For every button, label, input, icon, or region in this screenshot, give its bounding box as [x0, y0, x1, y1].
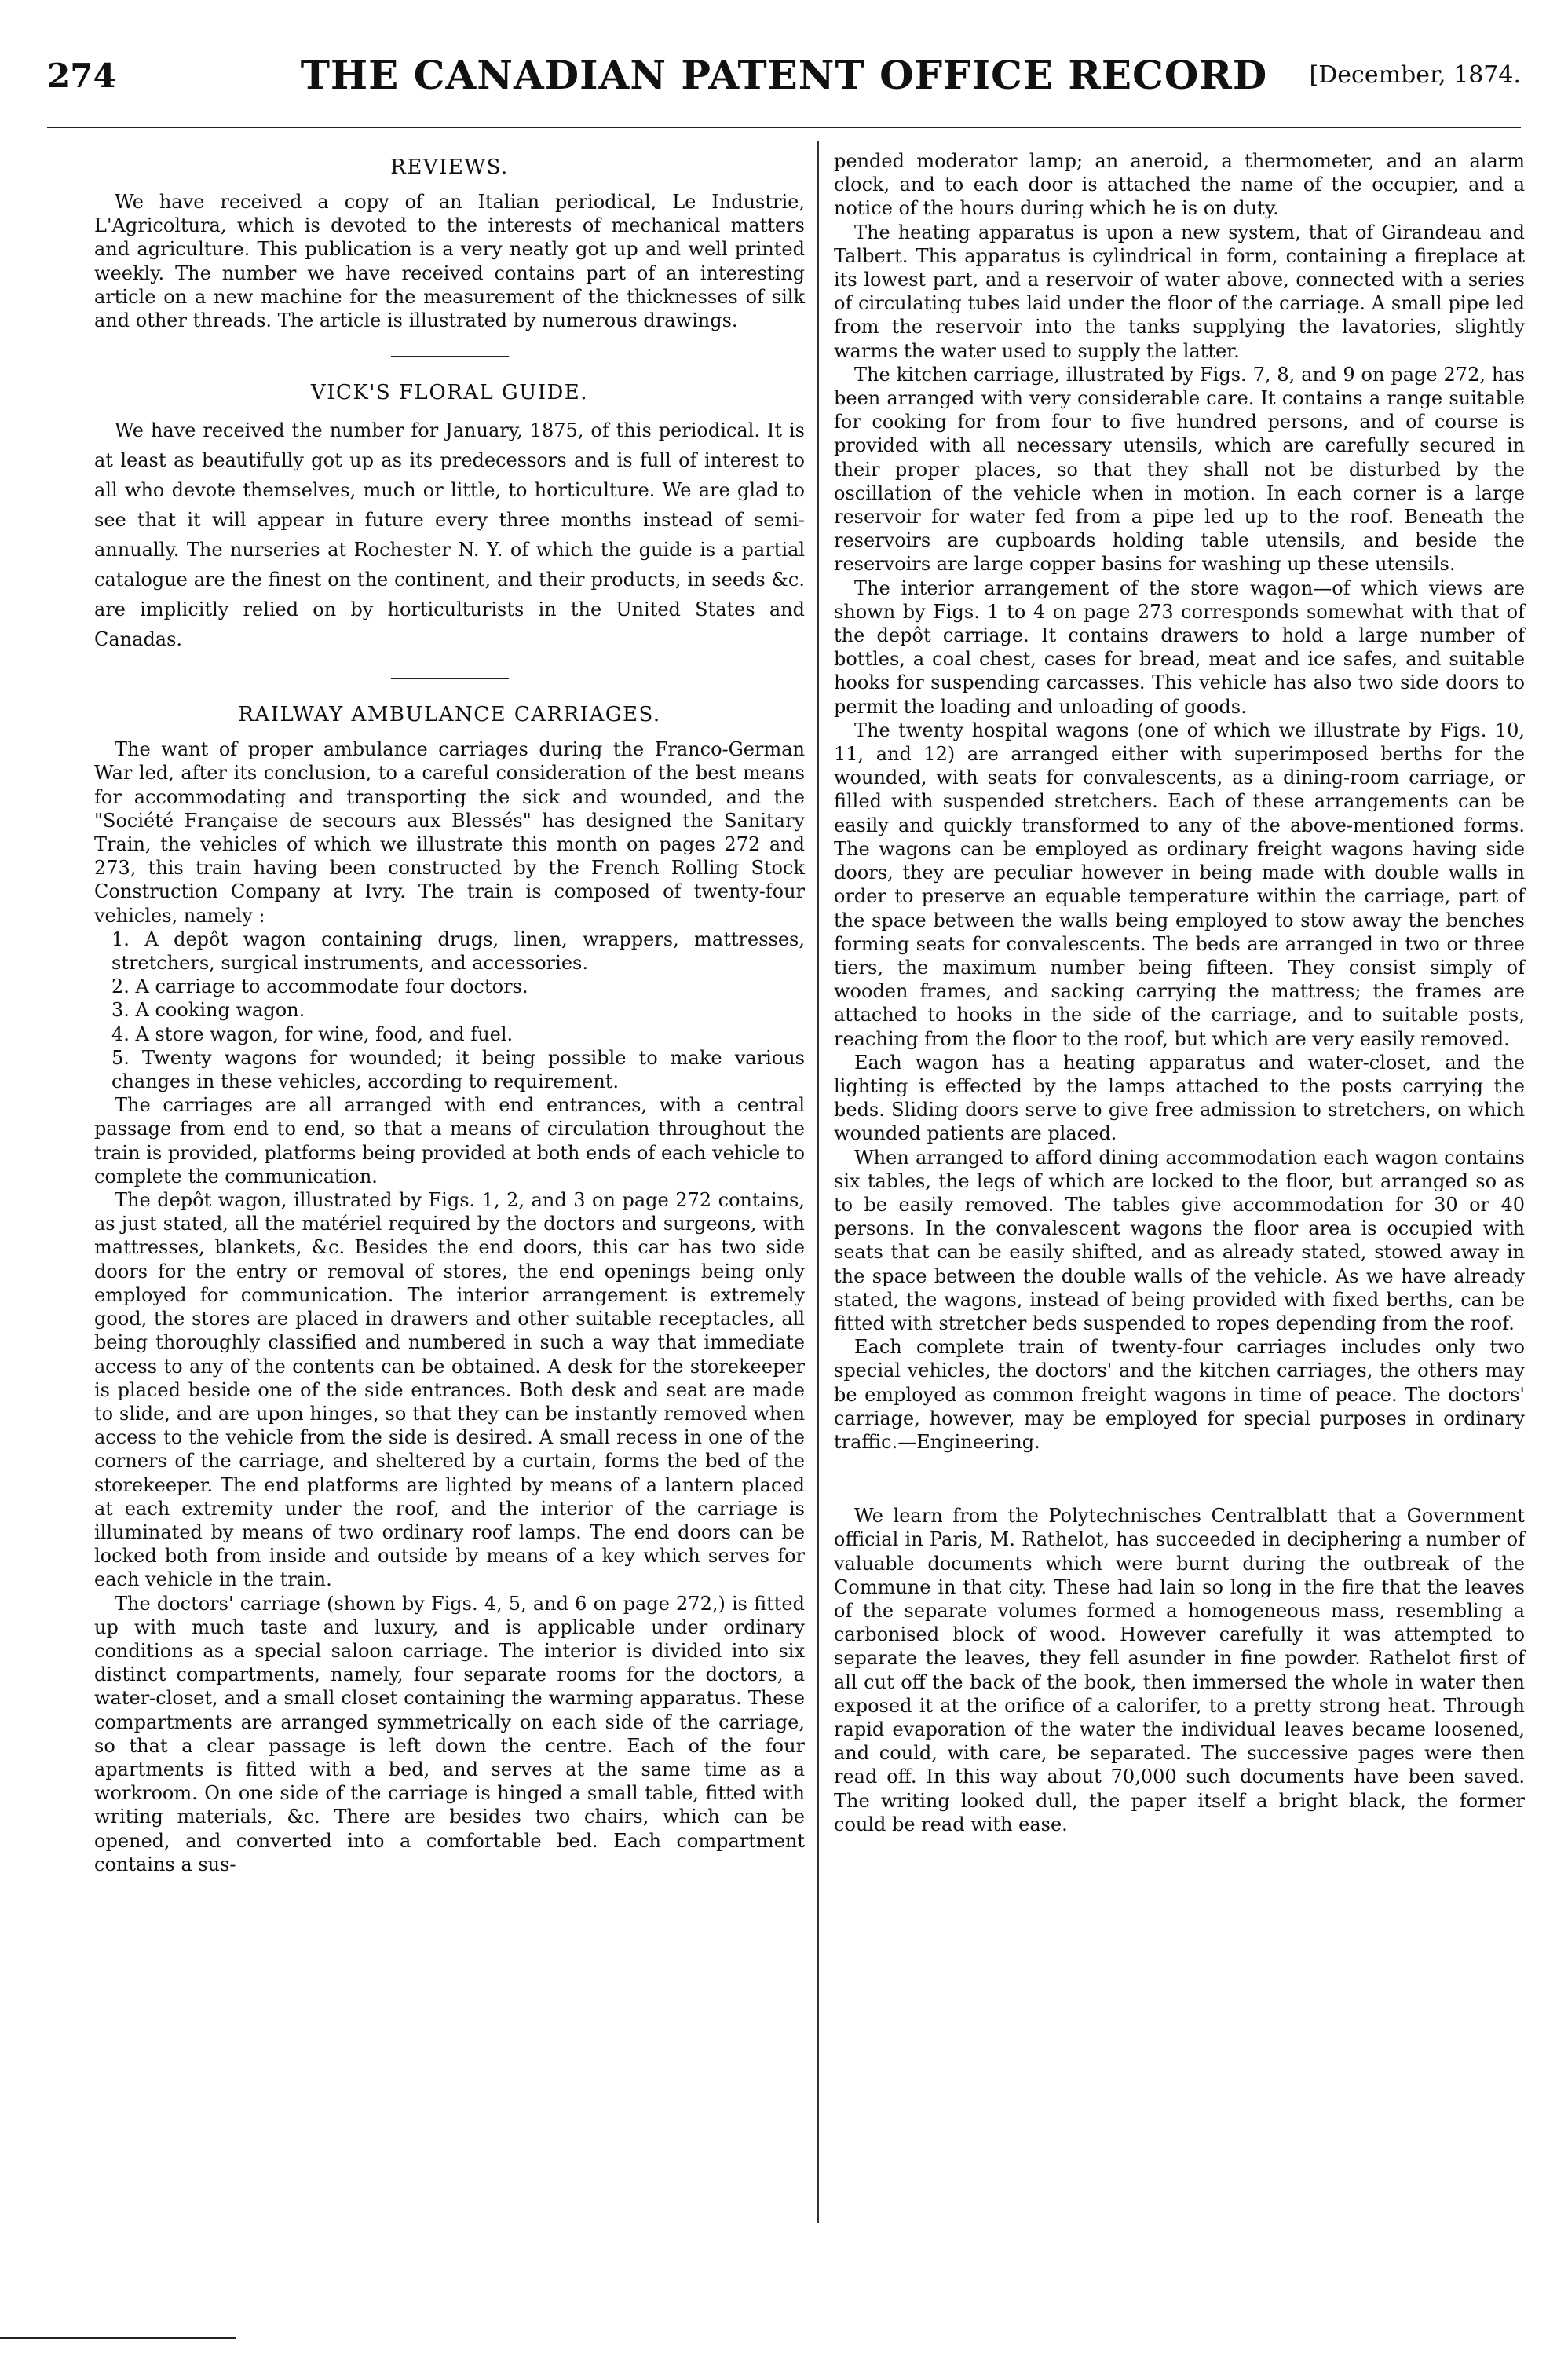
list-item: 5. Twenty wagons for wounded; it being possible to make various changes in these vehicles, according to requirement. — [111, 1046, 805, 1093]
page-header — [47, 52, 1521, 115]
section-divider — [391, 356, 509, 357]
vicks-paragraph: We have received the number for January, 1875, of this periodical. It is at least as beautifully got up as its predecessors and is full of interest to all who devote themselves, much or little, to horticulture. We are glad to see that it will appear in future every three months instead of semi-annually. The nurseries at Rochester N. Y. of which the guide is a partial catalogue are the finest on the continent, and their products, in seeds &c. are implicitly relied on by horticulturists in the United States and Canadas. — [94, 419, 805, 651]
section-divider — [391, 678, 509, 679]
doctors-paragraph: The doctors' carriage (shown by Figs. 4, 5, and 6 on page 272,) is fitted up with much taste and luxury, and is applicable under ordinary conditions as a special saloon carriage. The interior is divided into six distinct compartments, namely, four separate rooms for the doctors, a water-closet, and a small closet containing the warming apparatus. These compartments are arranged symmetrically on each side of the carriage, so that a clear passage is left down the centre. Each of the four apartments is fitted with a bed, and serves at the same time as a workroom. On one side of the carriage is hinged a small table, fitted with writing materials, &c. There are besides two chairs, which can be opened, and converted into a comfortable bed. Each compartment contains a sus- — [94, 1592, 805, 1875]
running-title: THE CANADIAN PATENT OFFICE RECORD — [300, 52, 1268, 98]
column-divider — [817, 141, 819, 2223]
each-wagon-paragraph: Each wagon has a heating apparatus and water-closet, and the lighting is effected by the lamps attached to the posts carrying the beds. Sliding doors serve to give free admission to stretchers, on which wounded patients are placed. — [834, 1051, 1525, 1145]
kitchen-paragraph: The kitchen carriage, illustrated by Figs. 7, 8, and 9 on page 272, has been arranged with very considerable care. It contains a range suitable for cooking for from four to five hundred persons, and of course is provided with all necessary utensils, which are carefully secured in their proper places, so that they shall not be disturbed by the oscillation of the vehicle when in motion. In each corner is a large reservoir for water fed from a pipe led up to the roof. Beneath the reservoirs are cupboards holding table utensils, and beside the reservoirs are large copper basins for washing up these utensils. — [834, 363, 1525, 576]
complete-train-paragraph: Each complete train of twenty-four carriages includes only two special vehicles, the doctors' and the kitchen carriages, the others may be employed as common freight wagons in time of peace. The doctors' carriage, however, may be employed for special purposes in ordinary traffic.—Engineering. — [834, 1336, 1525, 1453]
page-number: 274 — [47, 57, 116, 95]
list-item: 1. A depôt wagon containing drugs, linen, wrappers, mattresses, stretchers, surgical instruments, and accessories. — [111, 928, 805, 975]
list-item: 3. A cooking wagon. — [111, 999, 305, 1022]
railway-heading: RAILWAY AMBULANCE CARRIAGES. — [238, 703, 661, 727]
lamp-paragraph: pended moderator lamp; an aneroid, a thermometer, and an alarm clock, and to each door is attached the name of the occupier, and a notice of the hours during which he is on duty. — [834, 150, 1525, 220]
dining-paragraph: When arranged to afford dining accommodation each wagon contains six tables, the legs of which are locked to the floor, but arranged so as to be easily removed. The tables give accommodation for 30 or 40 persons. In the convalescent wagons the floor area is occupied with seats that can be easily shifted, and as already stated, stowed away in the space between the double walls of the vehicle. As we have already stated, the wagons, instead of being provided with fixed berths, can be fitted with stretcher beds suspended to ropes depending from the roof. — [834, 1146, 1525, 1334]
railway-intro: The want of proper ambulance carriages during the Franco-German War led, after its conclusion, to a careful consideration of the best means for accommodating and transporting the sick and wounded, and the "Société Française de secours aux Blessés" has designed the Sanitary Train, the vehicles of which we illustrate this month on pages 272 and 273, this train having been constructed by the French Rolling Stock Construction Company at Ivry. The train is composed of twenty-four vehicles, namely : — [94, 738, 805, 927]
reviews-paragraph: We have received a copy of an Italian periodical, Le Industrie, L'Agricoltura, which is devoted to the interests of mechanical matters and agriculture. This publication is a very neatly got up and well printed weekly. The number we have received contains part of an interesting article on a new machine for the measurement of the thicknesses of silk and other threads. The article is illustrated by numerous drawings. — [94, 191, 805, 332]
header-rule — [47, 126, 1521, 128]
rathelot-paragraph: We learn from the Polytechnisches Centralblatt that a Government official in Paris, M. Rathelot, has succeeded in deciphering a number of valuable documents which were burnt during the outbreak of the Commune in that city. These had lain so long in the fire that the leaves of the separate volumes formed a homogeneous mass, resembling a carbonised block of wood. However carefully it was attempted to separate the leaves, they fell asunder in fine powder. Rathelot first of all cut off the back of the book, then immersed the whole in water then exposed it at the orifice of a calorifer, to a pretty strong heat. Through rapid evaporation of the water the individual leaves became loosened, and could, with care, be separated. The successive pages were then read off. In this way about 70,000 such documents have been saved. The writing looked dull, the paper itself a bright black, the former could be read with ease. — [834, 1505, 1525, 1835]
issue-date: [December, 1874. — [1309, 61, 1521, 89]
reviews-heading: REVIEWS. — [390, 156, 509, 179]
left-column — [94, 149, 805, 1876]
list-item: 4. A store wagon, for wine, food, and fuel. — [111, 1023, 514, 1045]
depot-paragraph: The depôt wagon, illustrated by Figs. 1, 2, and 3 on page 272 contains, as just stated, all the matériel required by the doctors and surgeons, with mattresses, blankets, &c. Besides the end doors, this car has two side doors for the entry or removal of stores, the end openings being only employed for communication. The interior arrangement is extremely good, the stores are placed in drawers and other suitable receptacles, all being thoroughly classified and numbered in such a way that immediate access to any of the contents can be obtained. A desk for the storekeeper is placed beside one of the side entrances. Both desk and seat are made to slide, and are upon hinges, so that they can be instantly removed when access to the vehicle from the side is desired. A small recess in one of the corners of the carriage, and sheltered by a curtain, forms the bed of the storekeeper. The end platforms are lighted by means of a lantern placed at each extremity under the roof, and the interior of the carriage is illuminated by means of two ordinary roof lamps. The end doors can be locked both from inside and outside by means of a key which serves for each vehicle in the train. — [94, 1189, 805, 1591]
section-gap — [834, 1454, 1525, 1504]
hospital-paragraph: The twenty hospital wagons (one of which we illustrate by Figs. 10, 11, and 12) are arranged either with superimposed berths for the wounded, with seats for convalescents, as a dining-room carriage, or filled with suspended stretchers. Each of these arrangements can be easily and quickly transformed to any of the above-mentioned forms. The wagons can be employed as ordinary freight wagons having side doors, they are peculiar however in being made with double walls in order to preserve an equable temperature within the carriage, part of the space between the walls being employed to stow away the benches forming seats for convalescents. The beds are arranged in two or three tiers, the maximum number being fifteen. They consist simply of wooden frames, and sacking carrying the mattress; the frames are attached to hooks in the side of the carriage, and to suitable posts, reaching from the floor to the roof, but which are very easily removed. — [834, 719, 1525, 1050]
list-item: 2. A carriage to accommodate four doctors. — [111, 975, 528, 998]
heating-paragraph: The heating apparatus is upon a new system, that of Girandeau and Talbert. This apparatus is cylindrical in form, containing a fireplace at its lowest part, and a reservoir of water above, connected with a series of circulating tubes laid under the floor of the carriage. A small pipe led from the reservoir into the tanks supplying the lavatories, slightly warms the water used to supply the latter. — [834, 221, 1525, 362]
right-column — [834, 149, 1525, 1836]
store-paragraph: The interior arrangement of the store wagon—of which views are shown by Figs. 1 to 4 on page 273 corresponds somewhat with that of the depôt carriage. It contains drawers to hold a large number of bottles, a coal chest, cases for bread, meat and ice safes, and suitable hooks for suspending carcasses. This vehicle has also two side doors to permit the loading and unloading of goods. — [834, 576, 1525, 718]
footer-rule — [0, 2337, 236, 2339]
vicks-heading: VICK'S FLORAL GUIDE. — [310, 381, 589, 405]
arrangement-paragraph: The carriages are all arranged with end entrances, with a central passage from end to end, so that a means of circulation throughout the train is provided, platforms being provided at both ends of each vehicle to complete the communication. — [94, 1094, 805, 1187]
